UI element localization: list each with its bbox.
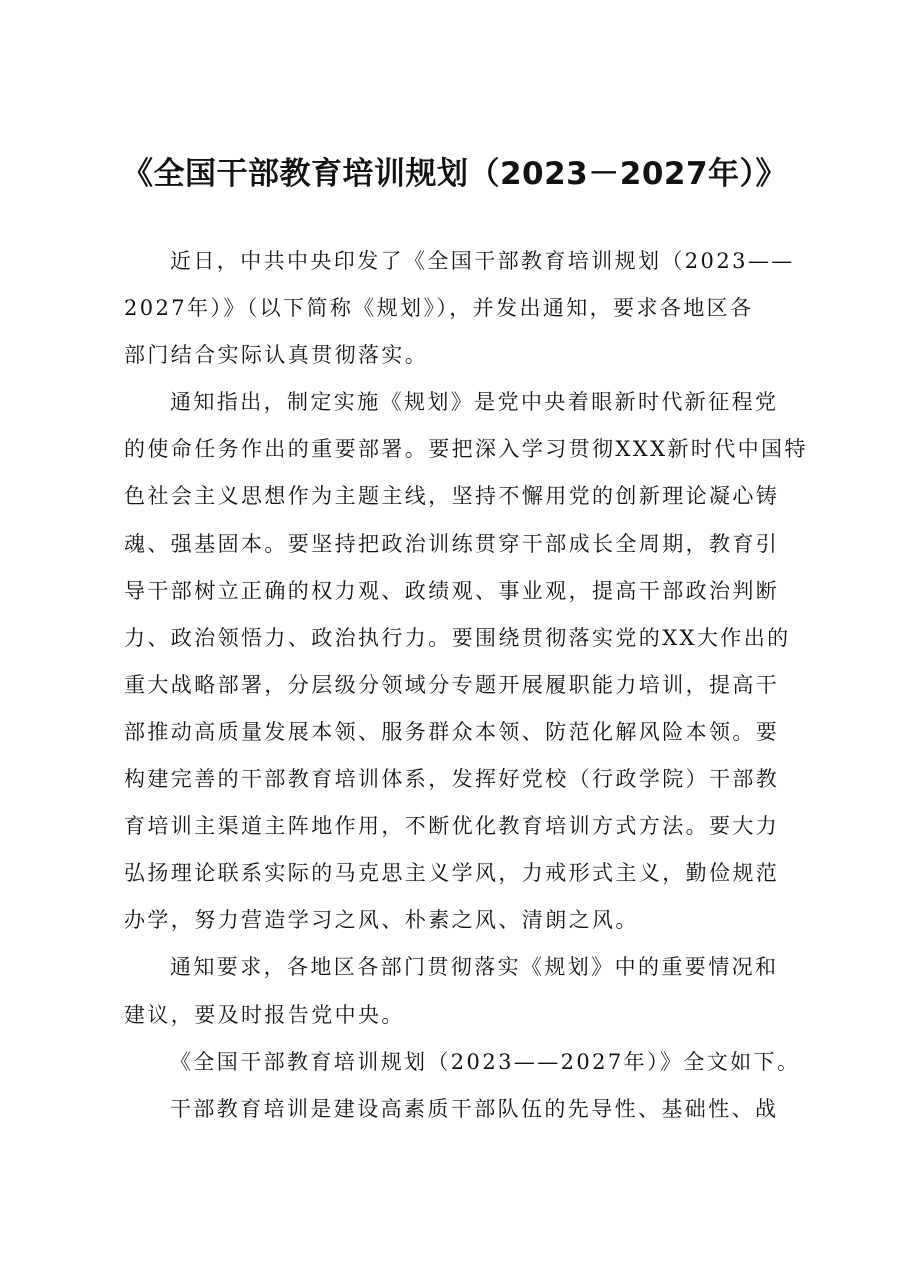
- paragraph-line: 重大战略部署，分层级分领域分专题开展履职能力培训，提高干: [124, 672, 780, 697]
- paragraph-line: 弘扬理论联系实际的马克思主义学风，力戒形式主义，勤俭规范: [124, 861, 780, 886]
- paragraph-line: 干部教育培训是建设高素质干部队伍的先导性、基础性、战: [170, 1096, 779, 1121]
- paragraph-line: 构建完善的干部教育培训体系，发挥好党校（行政学院）干部教: [124, 767, 780, 792]
- paragraph-line: 的使命任务作出的重要部署。要把深入学习贯彻XXX新时代中国特: [124, 437, 808, 462]
- paragraph-line: 近日，中共中央印发了《全国干部教育培训规划（2023——: [170, 249, 795, 273]
- paragraph-line: 部推动高质量发展本领、服务群众本领、防范化解风险本领。要: [124, 719, 780, 744]
- document-title: 《全国干部教育培训规划（2023－2027年）》: [121, 156, 788, 192]
- paragraph-line: 建议，要及时报告党中央。: [124, 1002, 405, 1027]
- paragraph-line: 导干部树立正确的权力观、政绩观、事业观，提高干部政治判断: [124, 578, 780, 603]
- paragraph-line: 2027年）》（以下简称《规划》），并发出通知，要求各地区各: [124, 296, 754, 321]
- document-body: [124, 238, 808, 1133]
- paragraph-line: 力、政治领悟力、政治执行力。要围绕贯彻落实党的XX大作出的: [124, 625, 791, 650]
- paragraph-line: 魂、强基固本。要坚持把政治训练贯穿干部成长全周期，教育引: [124, 531, 780, 556]
- paragraph-line: 育培训主渠道主阵地作用，不断优化教育培训方式方法。要大力: [124, 814, 780, 839]
- paragraph-line: 部门结合实际认真贯彻落实。: [124, 343, 429, 368]
- paragraph-line: 色社会主义思想作为主题主线，坚持不懈用党的创新理论凝心铸: [124, 484, 780, 509]
- paragraph-line: 办学，努力营造学习之风、朴素之风、清朗之风。: [124, 908, 639, 933]
- paragraph-line: 《全国干部教育培训规划（2023——2027年）》全文如下。: [170, 1049, 801, 1074]
- paragraph-line: 通知要求，各地区各部门贯彻落实《规划》中的重要情况和: [170, 955, 779, 980]
- paragraph-line: 通知指出，制定实施《规划》是党中央着眼新时代新征程党: [170, 390, 779, 415]
